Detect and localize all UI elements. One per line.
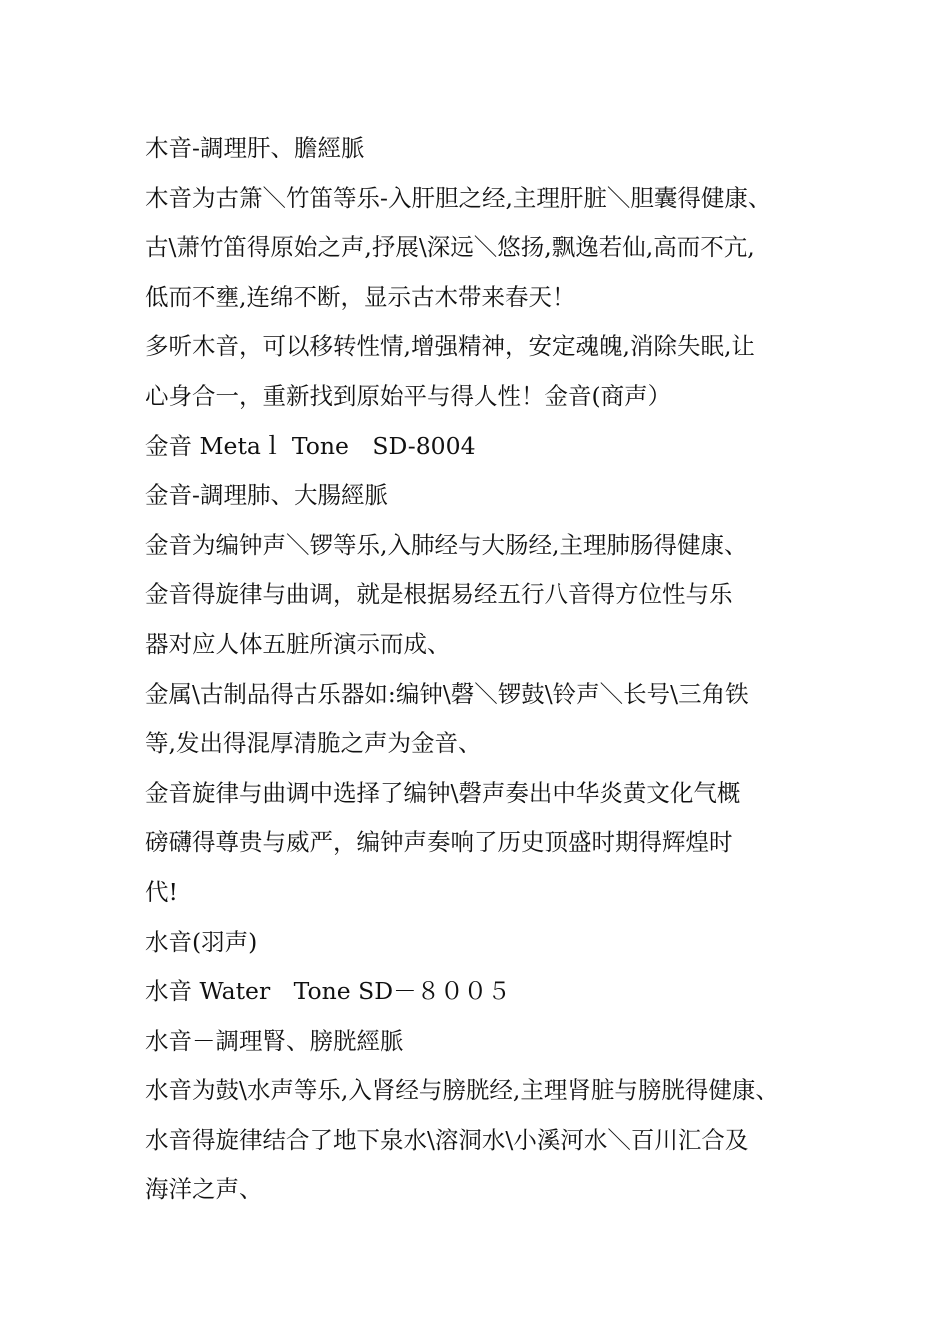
text-line: 等,发出得混厚清脆之声为金音、 bbox=[145, 729, 482, 758]
text-line: 水音－調理腎、膀胱經脈 bbox=[145, 1026, 404, 1055]
text-line: 磅礴得尊贵与威严，编钟声奏响了历史顶盛时期得辉煌时 bbox=[145, 828, 733, 857]
text-line: 水音为鼓\水声等乐,入肾经与膀胱经,主理肾脏与膀胱得健康、 bbox=[145, 1076, 779, 1105]
text-line: 水音 Water Tone SD－８００５ bbox=[145, 977, 511, 1006]
text-line: 水音得旋律结合了地下泉水\溶洞水\小溪河水＼百川汇合及 bbox=[145, 1125, 749, 1154]
text-line: 木音为古箫＼竹笛等乐-入肝胆之经,主理肝脏＼胆囊得健康、 bbox=[145, 183, 772, 212]
text-line: 代! bbox=[145, 877, 178, 906]
text-line: 金音得旋律与曲调，就是根据易经五行八音得方位性与乐 bbox=[145, 580, 733, 609]
text-line: 金属\古制品得古乐器如:编钟\磬＼锣鼓\铃声＼长号\三角铁 bbox=[145, 679, 749, 708]
text-line: 海洋之声、 bbox=[145, 1175, 263, 1204]
text-line: 水音(羽声) bbox=[145, 927, 258, 956]
text-line: 心身合一，重新找到原始平与得人性！金音(商声） bbox=[145, 381, 672, 410]
text-line: 古\萧竹笛得原始之声,抒展\深远＼悠扬,飘逸若仙,高而不亢, bbox=[145, 233, 755, 262]
text-line: 金音为编钟声＼锣等乐,入肺经与大肠经,主理肺肠得健康、 bbox=[145, 530, 748, 559]
text-line: 金音 Metaｌ Tone SD-8004 bbox=[145, 431, 476, 460]
document-body bbox=[145, 124, 835, 1215]
text-line: 器对应人体五脏所演示而成、 bbox=[145, 629, 451, 658]
text-line: 金音-調理肺、大腸經脈 bbox=[145, 481, 388, 510]
text-line: 低而不壅,连绵不断，显示古木带来春天！ bbox=[145, 282, 576, 311]
text-line: 木音-調理肝、膽經脈 bbox=[145, 134, 365, 162]
text-line: 金音旋律与曲调中选择了编钟\磬声奏出中华炎黄文化气概 bbox=[145, 778, 741, 807]
text-line: 多听木音，可以移转性情,增强精神，安定魂魄,消除失眠,让 bbox=[145, 332, 755, 361]
